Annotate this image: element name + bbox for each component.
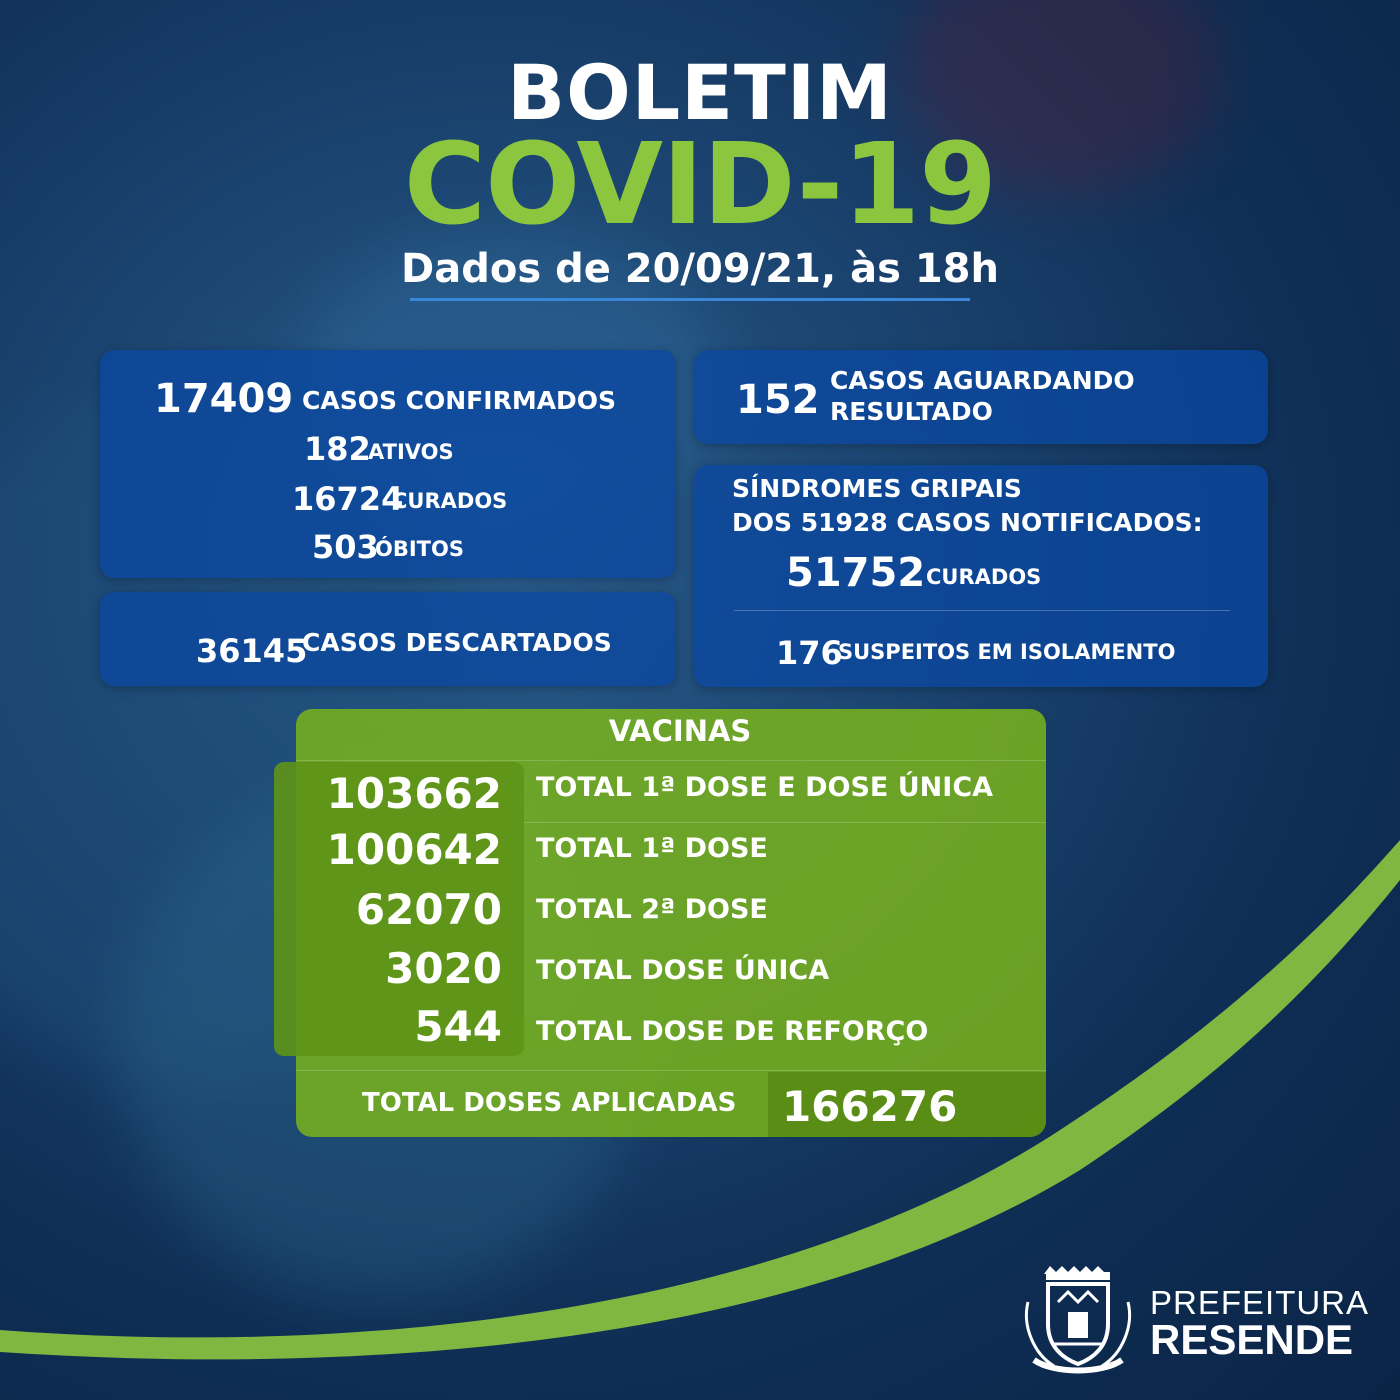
- flu-notified: DOS 51928 CASOS NOTIFICADOS:: [732, 508, 1203, 537]
- vaccine-row-label: TOTAL 1ª DOSE E DOSE ÚNICA: [536, 772, 994, 803]
- vaccine-row-value: 100642: [326, 825, 502, 874]
- vaccines-divider: [296, 760, 1046, 761]
- deaths-label: ÓBITOS: [375, 537, 464, 561]
- report-date: Dados de 20/09/21, às 18h: [401, 246, 999, 292]
- deaths-count: 503: [312, 528, 379, 566]
- flu-recovered-count: 51752: [786, 550, 926, 596]
- vaccine-row-value: 3020: [385, 944, 502, 993]
- panel-divider: [734, 610, 1230, 611]
- awaiting-label-line1: CASOS AGUARDANDO: [830, 366, 1135, 395]
- confirmed-total: 17409: [154, 376, 294, 422]
- awaiting-label-line2: RESULTADO: [830, 397, 993, 426]
- vaccine-row-value: 544: [414, 1002, 502, 1051]
- vaccines-total-value: 166276: [782, 1082, 958, 1131]
- flu-title: SÍNDROMES GRIPAIS: [732, 474, 1022, 503]
- recovered-label: CURADOS: [392, 489, 508, 513]
- vaccine-row-label: TOTAL DOSE DE REFORÇO: [536, 1016, 929, 1047]
- discarded-count: 36145: [196, 632, 308, 670]
- vaccine-row-label: TOTAL 1ª DOSE: [536, 833, 768, 864]
- vaccine-row-value: 103662: [326, 769, 502, 818]
- vaccines-divider: [524, 822, 1046, 823]
- page-title: BOLETIM: [507, 48, 893, 137]
- active-label: ATIVOS: [368, 440, 454, 464]
- awaiting-count: 152: [736, 377, 820, 423]
- city-coat-of-arms-icon: [1018, 1262, 1138, 1380]
- recovered-count: 16724: [292, 480, 404, 518]
- flu-recovered-label: CURADOS: [926, 565, 1042, 589]
- discarded-label: CASOS DESCARTADOS: [302, 628, 612, 657]
- isolation-label: SUSPEITOS EM ISOLAMENTO: [838, 640, 1176, 664]
- isolation-count: 176: [776, 634, 843, 672]
- page-subtitle: COVID-19: [403, 120, 997, 250]
- vaccines-divider: [296, 1070, 1046, 1071]
- footer-line1: PREFEITURA: [1150, 1284, 1370, 1321]
- vaccine-row-label: TOTAL 2ª DOSE: [536, 894, 768, 925]
- vaccines-total-label: TOTAL DOSES APLICADAS: [362, 1088, 737, 1118]
- vaccine-row-label: TOTAL DOSE ÚNICA: [536, 955, 830, 986]
- date-underline: [410, 298, 970, 301]
- vaccine-row-value: 62070: [355, 885, 502, 934]
- footer-line2: RESENDE: [1150, 1316, 1354, 1363]
- active-count: 182: [304, 430, 371, 468]
- vaccines-title: VACINAS: [608, 714, 752, 748]
- confirmed-label: CASOS CONFIRMADOS: [302, 386, 617, 415]
